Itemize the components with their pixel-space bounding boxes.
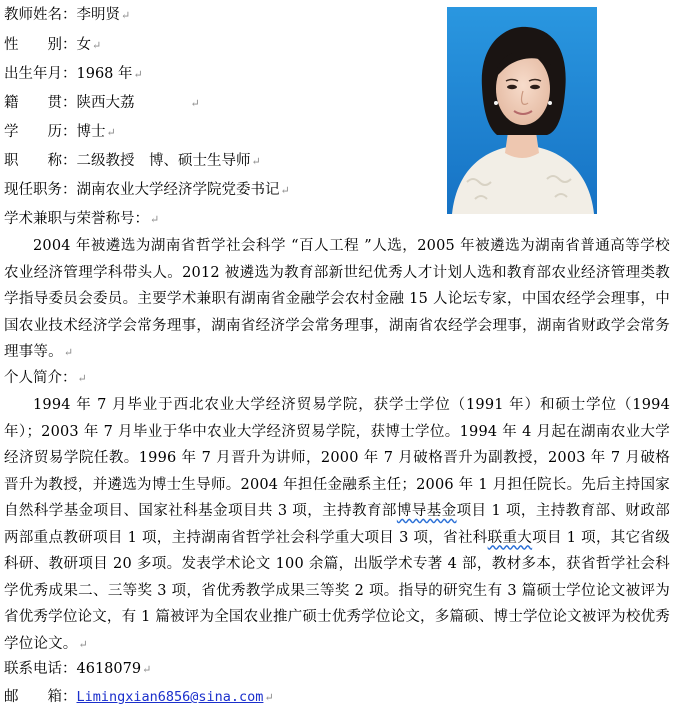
paragraph-mark-icon: ↵ xyxy=(63,346,74,359)
spellcheck-underline: 博导基金 xyxy=(396,503,457,519)
academic-label: 学术兼职与荣誉称号： xyxy=(4,211,149,227)
paragraph-mark-icon: ↵ xyxy=(77,372,87,385)
name-label: 教师姓名： xyxy=(4,7,77,23)
paragraph-mark-icon: ↵ xyxy=(150,213,160,226)
intro-text-b: 项目 1 项，主持教育部、财政部两部重点教研项目 1 项，主持湖南省哲学社会科学重大项目 3 项，省社科 xyxy=(4,503,670,546)
position-row xyxy=(4,180,290,201)
origin-label: 籍 贯： xyxy=(4,95,77,111)
phone-value: 4618079 xyxy=(76,661,142,677)
paragraph-mark-icon: ↵ xyxy=(133,68,143,81)
academic-text: 2004 年被遴选为湖南省哲学社会科学 “百人工程 ”人选，2005 年被遴选为湖南省普通高等学校农业经济管理学科带头人。2012 被遴选为教育部新世纪优秀人才计划人选和教育部农业经济管理类教学指导委员会委员。主要学术兼职有湖南省金融学会农村金融 15 人论坛专家，中国农经学会理事，中国农业技术经济学会常务理事，湖南省经济学会常务理事，湖南省农经学会理事，湖南省财政学会常务理事等。 xyxy=(4,238,670,360)
portrait-photo xyxy=(447,7,597,214)
education-row xyxy=(4,122,116,143)
paragraph-mark-icon: ↵ xyxy=(280,184,290,197)
paragraph-mark-icon: ↵ xyxy=(142,663,152,676)
title-label: 职 称： xyxy=(4,153,77,169)
birth-label: 出生年月： xyxy=(4,66,77,82)
intro-label: 个人简介： xyxy=(4,370,77,386)
origin-row xyxy=(4,93,200,114)
paragraph-mark-icon: ↵ xyxy=(121,9,131,22)
paragraph-mark-icon: ↵ xyxy=(92,39,102,52)
origin-value: 陕西大荔 xyxy=(76,95,135,111)
spellcheck-underline: 联重大 xyxy=(487,529,533,546)
paragraph-mark-icon: ↵ xyxy=(264,691,274,704)
title-row xyxy=(4,151,261,172)
position-value: 湖南农业大学经济学院党委书记 xyxy=(76,182,280,198)
academic-paragraph xyxy=(4,233,670,367)
birth-value: 1968 年 xyxy=(76,66,133,82)
intro-text-c: 项目 1 项，其它省级科研、教研项目 20 多项。发表学术论文 100 余篇，出版学术专著 4 部，教材多本，获省哲学社会科学优秀成果二、三等奖 3 项，省优秀教学成果三等奖 2 项。指导的研究生有 3 篇硕士学位论文被评为省优秀学位论文，有 1 篇被评为全国农业推广硕士优秀学位论文，多篇硕、博士学位论文被评为校优秀学位论文。 xyxy=(4,529,670,652)
intro-heading xyxy=(4,368,87,389)
email-link[interactable]: Limingxian6856@sina.com xyxy=(76,689,264,705)
name-value: 李明贤 xyxy=(76,7,120,23)
paragraph-mark-icon: ↵ xyxy=(78,637,88,651)
academic-heading xyxy=(4,209,159,230)
education-value: 博士 xyxy=(76,124,106,140)
phone-row xyxy=(4,659,151,680)
portrait-image xyxy=(447,7,597,214)
birth-row xyxy=(4,64,143,85)
paragraph-mark-icon: ↵ xyxy=(190,97,200,110)
gender-label: 性 别： xyxy=(4,37,77,53)
phone-label: 联系电话： xyxy=(4,661,77,677)
title-value: 二级教授 博、硕士生导师 xyxy=(76,153,251,169)
paragraph-mark-icon: ↵ xyxy=(251,155,261,168)
email-row xyxy=(4,687,274,708)
education-label: 学 历： xyxy=(4,124,77,140)
intro-text-a: 1994 年 7 月毕业于西北农业大学经济贸易学院，获学士学位（1991 年）和硕士学位（1994 年）；2003 年 7 月毕业于华中农业大学经济贸易学院，获博士学位。1994 年 4 月起在湖南农业大学经济贸易学院任教。1996 年 7 月晋升为讲师，2000 年 7 月破格晋升为副教授，2003 年 7 月破格晋升为教授，并遴选为博士生导师。2004 年担任金融系主任；2006 年 1 月担任院长。先后主持国家自然科学基金项目、国家社科基金项目共 3 项，主持教育部 xyxy=(4,397,670,519)
intro-paragraph xyxy=(4,392,670,658)
paragraph-mark-icon: ↵ xyxy=(106,126,116,139)
position-label: 现任职务： xyxy=(4,182,77,198)
gender-value: 女 xyxy=(76,37,91,53)
name-row xyxy=(4,5,130,26)
gender-row xyxy=(4,35,101,56)
email-label: 邮 箱： xyxy=(4,689,77,705)
